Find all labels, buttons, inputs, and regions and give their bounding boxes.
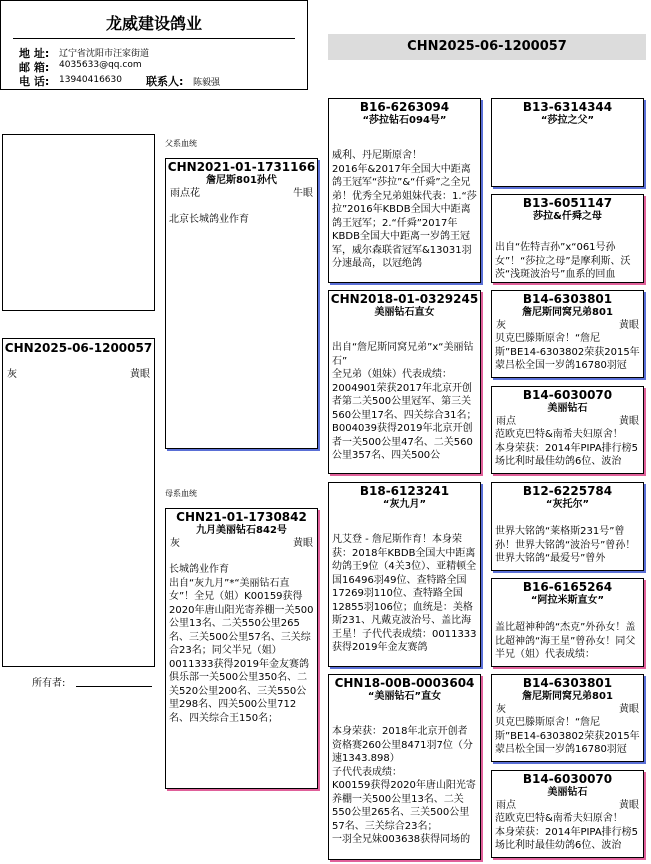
dsd-card — [491, 578, 644, 667]
ssd-ring: B13-6051147 — [522, 196, 613, 210]
sire-eye: 牛眼 — [293, 188, 313, 199]
ss-desc: 威利、丹尼斯原舍！ 2016年&2017年全国大中距离鸽王冠军“莎拉”&“仟舜”之全兄弟！优秀全兄弟姐妹代表：1.“莎拉”2016年KBDB全国大中距离鸽王冠军；2.“仟舜”2017年KBDB全国大中距离一岁鸽王冠军，威尔森联省冠军&13031羽分速最高，以冠绝鸽 — [332, 150, 477, 269]
ssd-desc: 出自“佐特吉孙”x“061号孙女”！“莎拉之母”是摩利斯、沃茨“浅斑波治号”血系的回血 — [495, 242, 631, 280]
sss-card — [491, 98, 644, 187]
dds-eye: 黄眼 — [619, 704, 639, 715]
contact-value: 陈毅强 — [193, 78, 221, 88]
dam-section-label: 母系血统 — [165, 489, 197, 498]
sire-section-label: 父系血统 — [165, 139, 197, 148]
sire-card — [165, 158, 318, 449]
dss-card — [491, 482, 644, 571]
subject-card — [2, 338, 155, 667]
sds-color: 灰 — [496, 320, 506, 331]
subject-color: 灰 — [7, 369, 17, 380]
sdd-eye: 黄眼 — [619, 416, 639, 427]
sdd-traits — [492, 415, 643, 428]
ss-ring: B16-6263094 — [359, 100, 450, 114]
sd-name: 美丽钻石直女 — [374, 307, 435, 318]
ssd-card — [491, 194, 644, 283]
sire-color: 雨点花 — [170, 188, 200, 199]
club-name: 龙威建设鸽业 — [105, 14, 202, 33]
sds-card — [491, 290, 644, 378]
dds-traits — [492, 703, 643, 716]
sdd-ring: B14-6030070 — [522, 388, 613, 402]
contact-label: 联系人: — [146, 75, 184, 88]
ds-ring: B18-6123241 — [359, 484, 450, 498]
sire-name: 詹尼斯801孙代 — [206, 175, 277, 186]
ring-banner: CHN2025-06-1200057 — [328, 34, 646, 60]
sire-ring: CHN2021-01-1731166 — [167, 160, 316, 174]
ddd-color: 雨点 — [496, 800, 516, 811]
sd-desc: 出自“詹尼斯同窝兄弟”x“美丽钻石” 全兄弟（姐妹）代表成绩：2004901荣获2017年北京开创者第二关500公里冠军、第三关560公里17名、四关综合31名；B004039获得2019年北京开创者一关500公里47名、二关560公里357名、四关500公 — [332, 342, 477, 461]
sds-desc: 贝克巴滕斯原舍！“詹尼斯”BE14-6303802荣获2015年蒙吕松全国一岁鸽16780羽冠 — [495, 333, 640, 371]
dds-card — [491, 674, 644, 762]
pigeon-photo-frame — [2, 134, 155, 311]
subject-eye: 黄眼 — [130, 369, 150, 380]
sds-ring: B14-6303801 — [522, 292, 613, 306]
phone-label: 电 话: — [19, 75, 50, 88]
dam-card — [165, 508, 318, 789]
sds-traits — [492, 319, 643, 332]
subject-ring: CHN2025-06-1200057 — [4, 341, 153, 355]
dds-ring: B14-6303801 — [522, 676, 613, 690]
email-value: 4035633@qq.com — [59, 60, 142, 70]
sds-eye: 黄眼 — [619, 320, 639, 331]
ddd-ring: B14-6030070 — [522, 772, 613, 786]
dam-desc: 长城鸽业作育 出自“灰九月”*“美丽钻石直女”！全兄（姐）K00159获得2020年唐山阳光寄养棚一关500公里13名、二关550公里265名、三关500公里57名、三关综合23名；同父半兄（姐）0011333获得2019年金友赛鸽俱乐部一关500公里350名、二关520公里200名、三关550公里298名、四关500公里712名、四关综合王150名； — [169, 564, 314, 724]
dsd-name: “阿拉米斯直女” — [530, 595, 605, 606]
sss-name: “莎拉之父” — [540, 115, 595, 126]
sire-desc: 北京长城鸽业作育 — [169, 214, 249, 225]
breeder-header — [0, 0, 308, 90]
dds-name: 詹尼斯同窝兄弟801 — [522, 691, 613, 702]
sds-name: 詹尼斯同窝兄弟801 — [522, 307, 613, 318]
ds-name: “灰九月” — [382, 499, 427, 510]
ddd-eye: 黄眼 — [619, 800, 639, 811]
subject-traits — [3, 368, 154, 381]
email-label: 邮 箱: — [19, 61, 50, 74]
sdd-desc: 范欧克巴特&南希夫妇原舍！ 本身荣获：2014年PIPA排行榜5场比利时最佳幼鸽6位、波治 — [495, 429, 639, 467]
dam-sire-card — [328, 482, 481, 667]
sss-ring: B13-6314344 — [522, 100, 613, 114]
dd-ring: CHN18-00B-0003604 — [334, 676, 475, 690]
address-value: 辽宁省沈阳市汪家街道 — [59, 49, 150, 59]
dam-traits — [166, 537, 317, 550]
ddd-traits — [492, 799, 643, 812]
phone-value: 13940416630 — [59, 75, 122, 85]
ddd-card — [491, 770, 644, 858]
sd-ring: CHN2018-01-0329245 — [330, 292, 479, 306]
dsd-ring: B16-6165264 — [522, 580, 613, 594]
header-divider — [13, 38, 295, 39]
address-label: 地 址: — [19, 47, 50, 60]
ss-name: “莎拉钻石094号” — [362, 115, 447, 126]
owner-label: 所有者: — [32, 678, 66, 689]
dd-name: “美丽钻石”直女 — [367, 691, 442, 702]
dam-dam-card — [328, 674, 481, 860]
ddd-desc: 范欧克巴特&南希夫妇原舍！ 本身荣获：2014年PIPA排行榜5场比利时最佳幼鸽6位、波治 — [495, 813, 639, 851]
ssd-name: 莎拉&仟舜之母 — [533, 211, 602, 222]
dam-name: 九月美丽钻石842号 — [196, 525, 287, 536]
ds-desc: 凡艾登 - 詹尼斯作育！本身荣获：2018年KBDB全国大中距离幼鸽王9位（4关3位）、亚精顿全国16496羽49位、查特路全国17269羽110位、查特路全国12855羽106位；血统是：美格斯231、凡戴克波治号、盖比海王星！子代代表成绩：0011333获得2019年金友赛鸽 — [332, 534, 477, 653]
dam-eye: 黄眼 — [293, 538, 313, 549]
dds-desc: 贝克巴滕斯原舍！“詹尼斯”BE14-6303802荣获2015年蒙吕松全国一岁鸽16780羽冠 — [495, 717, 640, 755]
dss-name: “灰托尔” — [545, 499, 590, 510]
dam-color: 灰 — [170, 538, 180, 549]
sdd-card — [491, 386, 644, 474]
owner-line — [76, 686, 152, 687]
dds-color: 灰 — [496, 704, 506, 715]
sdd-name: 美丽钻石 — [547, 403, 588, 414]
dss-desc: 世界大铭鸽“莱格斯231号”曾孙！世界大铭鸽“波治号”曾孙！世界大铭鸽“最爱号”曾外 — [495, 526, 636, 564]
dd-desc: 本身荣获：2018年北京开创者资格赛260公里8471羽7位（分速1343.898） 子代代表成绩： K00159获得2020年唐山阳光寄养棚一关500公里13名、二关550公里265名、三关500公里57名、三关综合23名； 一羽全兄妹003638获得同场的 — [332, 726, 476, 845]
dsd-desc: 盖比超神种鸽“杰克”外孙女！盖比超神鸽“海王星”曾孙女！同父半兄（姐）代表成绩： — [495, 622, 636, 660]
sire-dam-card — [328, 290, 481, 474]
sdd-color: 雨点 — [496, 416, 516, 427]
dam-ring: CHN21-01-1730842 — [176, 510, 307, 524]
ddd-name: 美丽钻石 — [547, 787, 588, 798]
sire-sire-card — [328, 98, 481, 283]
sire-traits — [166, 187, 317, 200]
dss-ring: B12-6225784 — [522, 484, 613, 498]
